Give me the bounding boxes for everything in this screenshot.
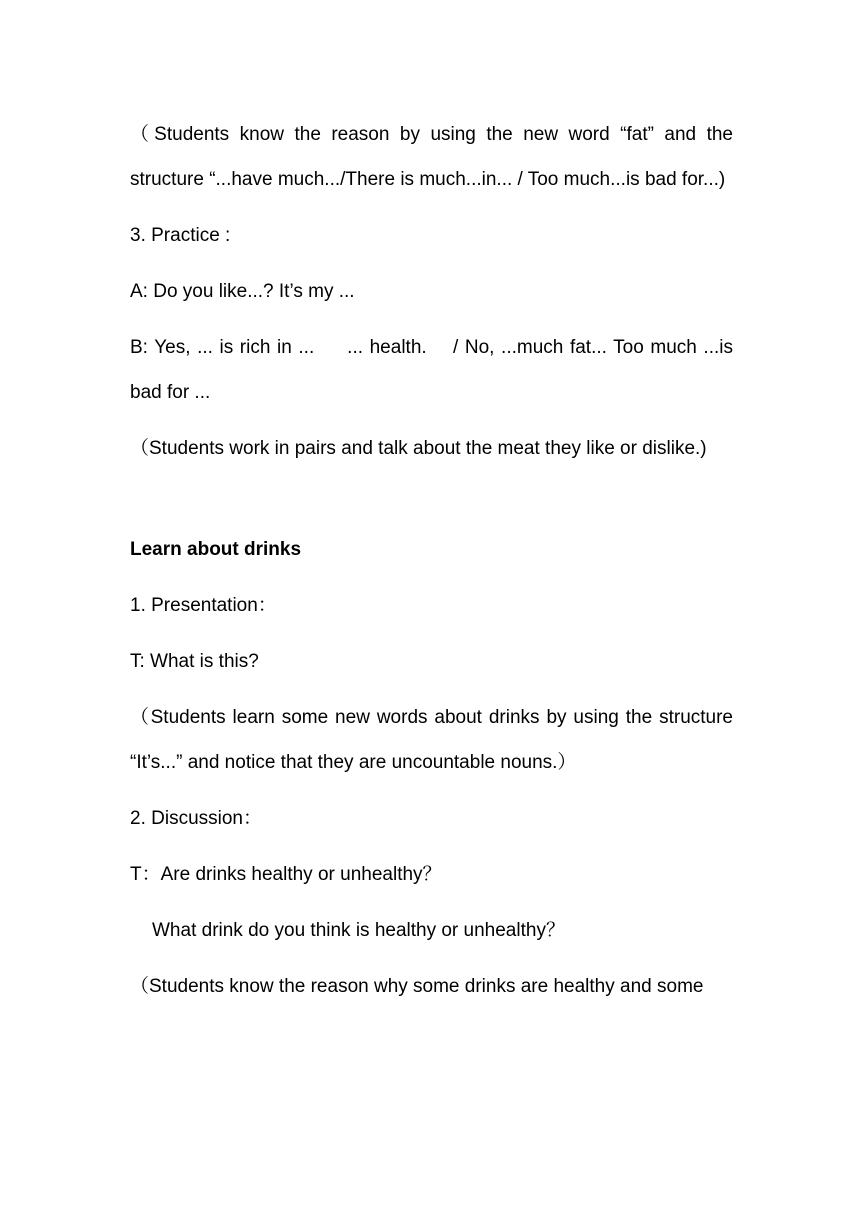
- section-heading-drinks: Learn about drinks: [130, 539, 302, 560]
- teacher-question-what: T: What is this?: [130, 651, 259, 672]
- paragraph-pair-work: （Students work in pairs and talk about the meat they like or dislike.): [130, 438, 707, 459]
- paragraph-new-words-drinks: （Students learn some new words about drinks by using the structure “It’s...” and notice that they are uncountable nouns.）: [130, 707, 733, 773]
- discussion-heading: 2. Discussion：: [130, 808, 262, 829]
- practice-heading: 3. Practice :: [130, 225, 231, 246]
- dialogue-line-b: B: Yes, ... is rich in ... ... health. / No, ...much fat... Too much ...is bad for ...: [130, 337, 739, 403]
- dialogue-line-a: A: Do you like...? It’s my ...: [130, 281, 355, 302]
- teacher-question-which-drink: What drink do you think is healthy or unhealthy？: [152, 920, 565, 941]
- paragraph-reason-drinks: （Students know the reason why some drinks are healthy and some: [130, 976, 704, 997]
- paragraph-reason-fat: （Students know the reason by using the new word “fat” and the structure “...have much.../There is much...in... / Too much...is bad for...): [130, 124, 733, 190]
- presentation-heading: 1. Presentation：: [130, 595, 277, 616]
- document-body: [130, 112, 739, 1009]
- teacher-question-healthy: T：Are drinks healthy or unhealthy？: [130, 864, 442, 885]
